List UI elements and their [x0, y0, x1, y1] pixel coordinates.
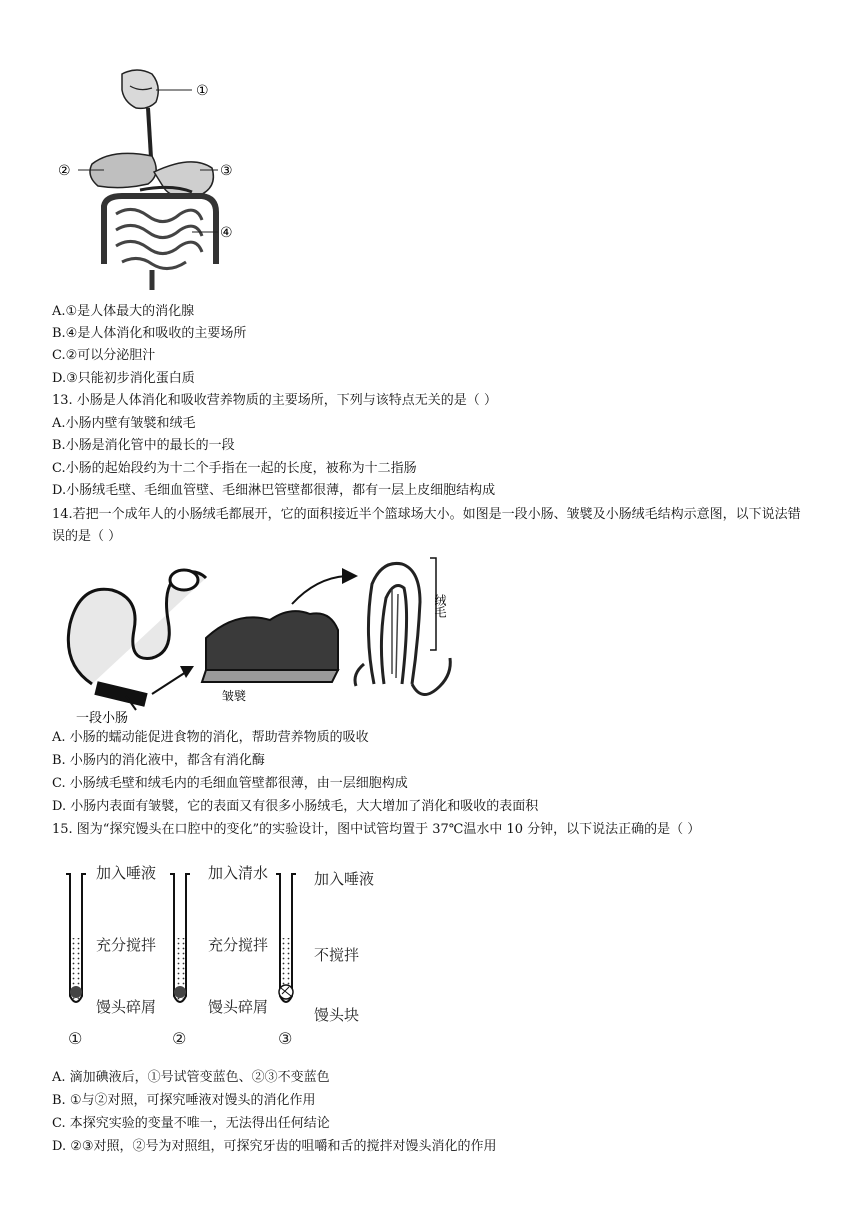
label-4: ④ [220, 225, 233, 241]
tube-3-stir: 不搅拌 [314, 946, 360, 964]
tube-1-sample: 馒头碎屑 [96, 998, 157, 1016]
digestive-system-diagram [52, 64, 252, 294]
q14-option-d: D. 小肠内表面有皱襞，它的表面又有很多小肠绒毛，大大增加了消化和吸收的表面积 [52, 799, 539, 814]
tube-2-add: 加入清水 [208, 864, 269, 882]
tube-2-number: ② [172, 1029, 187, 1048]
tube-3-sample: 馒头块 [314, 1006, 360, 1024]
q12-option-a: A.①是人体最大的消化腺 [52, 304, 195, 319]
tube-2-sample: 馒头碎屑 [208, 998, 269, 1016]
tube-1-add: 加入唾液 [96, 864, 157, 882]
tube-3-number: ③ [278, 1029, 293, 1048]
q13-option-b: B.小肠是消化管中的最长的一段 [52, 438, 235, 453]
label-2: ② [58, 163, 71, 179]
q12-option-c: C.②可以分泌胆汁 [52, 348, 156, 363]
villus-label: 绒毛 [433, 594, 447, 618]
label-1: ① [196, 83, 209, 99]
label-3: ③ [220, 163, 233, 179]
q14-stem: 14.若把一个成年人的小肠绒毛都展开，它的面积接近半个篮球场大小。如图是一段小肠、皱襞及小肠绒毛结构示意图，以下说法错误的是（ ） [52, 507, 801, 544]
small-intestine-diagram [56, 554, 466, 726]
q13-option-a: A.小肠内壁有皱襞和绒毛 [52, 416, 196, 431]
tube-1-number: ① [68, 1029, 83, 1048]
q14-option-c: C. 小肠绒毛壁和绒毛内的毛细血管壁都很薄，由一层细胞构成 [52, 776, 408, 791]
tube-3-add: 加入唾液 [314, 870, 375, 888]
q13-option-d: D.小肠绒毛壁、毛细血管壁、毛细淋巴管壁都很薄，都有一层上皮细胞结构成 [52, 483, 496, 498]
tube-3 [276, 874, 296, 1002]
tube-2 [170, 874, 190, 1002]
segment-label: 一段小肠 [76, 711, 129, 726]
q15-option-a: A. 滴加碘液后，①号试管变蓝色、②③不变蓝色 [52, 1070, 330, 1085]
q12-option-b: B.④是人体消化和吸收的主要场所 [52, 326, 247, 341]
q13-option-c: C.小肠的起始段约为十二个手指在一起的长度，被称为十二指肠 [52, 461, 417, 476]
q14-option-b: B. 小肠内的消化液中，都含有消化酶 [52, 753, 265, 768]
q15-option-c: C. 本探究实验的变量不唯一，无法得出任何结论 [52, 1116, 330, 1131]
tube-1 [66, 874, 86, 1002]
q14-option-a: A. 小肠的蠕动能促进食物的消化，帮助营养物质的吸收 [52, 730, 369, 745]
fold-label: 皱襞 [222, 689, 247, 703]
q12-option-d: D.③只能初步消化蛋白质 [52, 371, 195, 386]
tube-2-stir: 充分搅拌 [208, 936, 269, 954]
test-tube-experiment-diagram [56, 856, 396, 1052]
q15-option-b: B. ①与②对照，可探究唾液对馒头的消化作用 [52, 1093, 316, 1108]
q15-option-d: D. ②③对照，②号为对照组，可探究牙齿的咀嚼和舌的搅拌对馒头消化的作用 [52, 1139, 497, 1154]
q15-stem: 15. 图为“探究馒头在口腔中的变化”的实验设计，图中试管均置于 37℃温水中 10 分钟，以下说法正确的是（ ） [52, 822, 701, 837]
q13-stem: 13. 小肠是人体消化和吸收营养物质的主要场所，下列与该特点无关的是（ ） [52, 393, 497, 408]
tube-1-stir: 充分搅拌 [96, 936, 157, 954]
